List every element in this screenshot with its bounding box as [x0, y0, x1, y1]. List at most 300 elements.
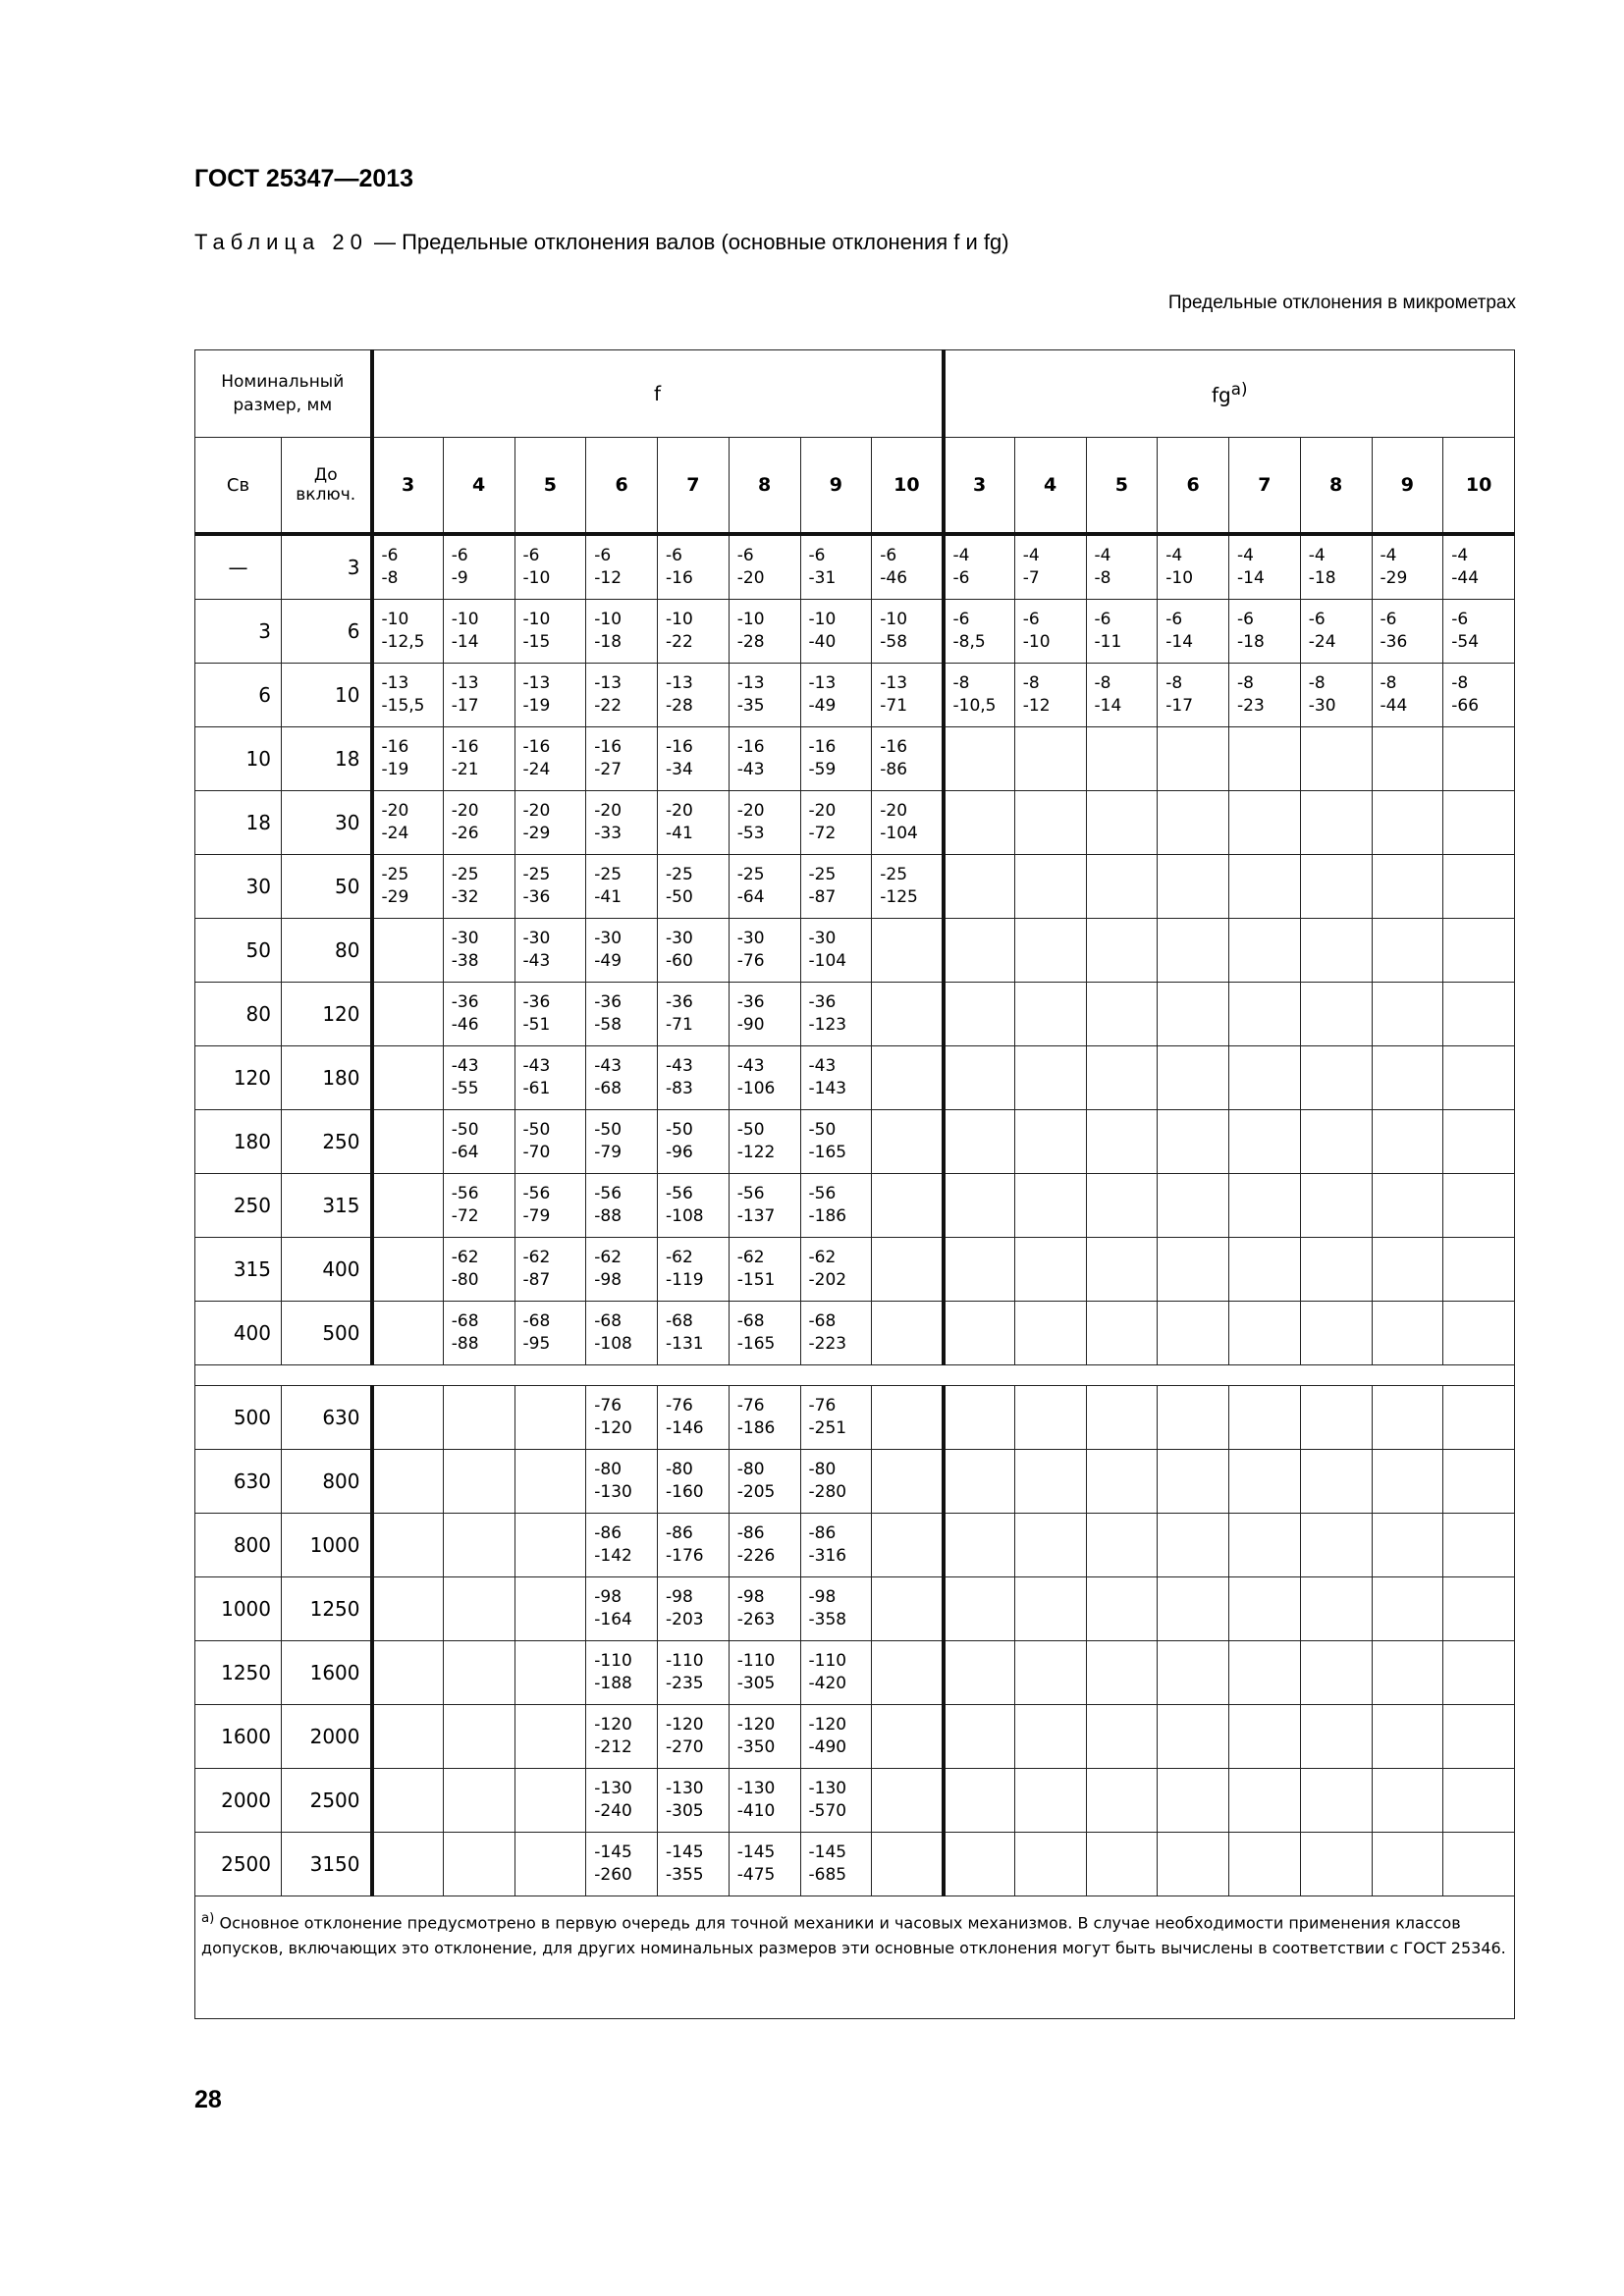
deviation-cell-f: [586, 919, 658, 983]
lower-deviation: -79: [594, 1143, 623, 1162]
deviation-cell-fg: [1086, 1110, 1158, 1174]
deviation-cell-f: [443, 791, 514, 855]
upper-deviation: -16: [451, 737, 479, 757]
deviation-cell-f: [586, 855, 658, 919]
lower-deviation: -51: [522, 1015, 551, 1035]
deviation-cell-f: [729, 600, 800, 664]
deviation-cell-fg: [1300, 1705, 1372, 1769]
deviation-cell-fg: [1014, 664, 1086, 727]
deviation-cell-fg: [1086, 534, 1158, 600]
upper-deviation: -98: [736, 1587, 765, 1607]
deviation-cell-f: [729, 1450, 800, 1514]
grade-f-8-header: 8: [729, 438, 800, 535]
upper-deviation: -25: [381, 865, 409, 884]
deviation-cell-f: [586, 1769, 658, 1833]
deviation-cell-f: [658, 727, 730, 791]
deviation-cell-fg: [1014, 919, 1086, 983]
upper-deviation: -130: [736, 1779, 776, 1798]
deviation-cell-fg: [1158, 983, 1229, 1046]
lower-deviation: -49: [808, 696, 837, 716]
lower-deviation: -58: [594, 1015, 623, 1035]
deviation-cell-fg: [1372, 1386, 1443, 1450]
lower-deviation: -165: [736, 1334, 776, 1354]
deviation-cell-fg: [1014, 1110, 1086, 1174]
deviation-cell-f: [729, 1769, 800, 1833]
deviation-cell-fg: [1300, 1514, 1372, 1577]
upper-deviation: -25: [880, 865, 908, 884]
upper-deviation: -20: [808, 801, 837, 821]
lower-deviation: -119: [666, 1270, 704, 1290]
table-row: [195, 1769, 1515, 1833]
deviation-cell-f: [443, 1302, 514, 1365]
table-row: [195, 1046, 1515, 1110]
deviation-cell-f: [658, 1705, 730, 1769]
lower-deviation: -164: [594, 1610, 632, 1629]
upper-deviation: -25: [666, 865, 693, 884]
grade-fg-6-header: 6: [1158, 438, 1229, 535]
deviation-cell-fg: [1443, 983, 1515, 1046]
deviation-cell-f: [658, 983, 730, 1046]
size-over-cell: 3: [195, 600, 282, 664]
lower-deviation: -10: [1165, 568, 1194, 588]
lower-deviation: -12: [594, 568, 623, 588]
deviation-cell-fg: [1372, 1238, 1443, 1302]
size-over-cell: 80: [195, 983, 282, 1046]
deviation-cell-fg: [1229, 1577, 1301, 1641]
upper-deviation: -36: [594, 992, 623, 1012]
deviation-cell-f: [872, 1769, 944, 1833]
upper-deviation: -36: [666, 992, 693, 1012]
group-fg-footnote-ref: а): [1230, 380, 1248, 400]
deviation-cell-f: [872, 600, 944, 664]
upper-deviation: -6: [1022, 610, 1040, 629]
lower-deviation: -305: [736, 1674, 776, 1693]
deviation-cell-fg: [1372, 855, 1443, 919]
lower-deviation: -305: [666, 1801, 704, 1821]
deviation-cell-fg: [1300, 1238, 1372, 1302]
deviation-cell-fg: [1300, 791, 1372, 855]
deviation-cell-fg: [1014, 534, 1086, 600]
deviation-cell-fg: [1443, 1641, 1515, 1705]
deviation-cell-fg: [1158, 855, 1229, 919]
deviation-cell-f: [372, 1577, 444, 1641]
deviation-cell-fg: [1229, 1174, 1301, 1238]
upper-deviation: -25: [808, 865, 837, 884]
upper-deviation: -20: [736, 801, 765, 821]
lower-deviation: -280: [808, 1482, 847, 1502]
lower-deviation: -10: [522, 568, 551, 588]
deviation-cell-fg: [1086, 1705, 1158, 1769]
grade-f-10-header: 10: [872, 438, 944, 535]
upper-deviation: -120: [808, 1715, 847, 1735]
deviation-cell-fg: [1086, 727, 1158, 791]
lower-deviation: -7: [1022, 568, 1040, 588]
deviation-cell-f: [514, 1641, 586, 1705]
deviation-cell-f: [872, 1302, 944, 1365]
deviation-cell-fg: [1300, 1046, 1372, 1110]
deviation-cell-f: [658, 1769, 730, 1833]
deviation-cell-fg: [1372, 1577, 1443, 1641]
deviation-cell-fg: [1443, 600, 1515, 664]
lower-deviation: -205: [736, 1482, 776, 1502]
deviation-cell-fg: [1229, 1046, 1301, 1110]
deviation-cell-fg: [1014, 1514, 1086, 1577]
lower-deviation: -71: [666, 1015, 693, 1035]
deviation-cell-f: [872, 727, 944, 791]
table-row: [195, 1705, 1515, 1769]
lower-deviation: -202: [808, 1270, 847, 1290]
lower-deviation: -58: [880, 632, 908, 652]
lower-deviation: -188: [594, 1674, 632, 1693]
page-number: 28: [194, 2086, 222, 2113]
size-over-cell: 315: [195, 1238, 282, 1302]
table-row: [195, 1641, 1515, 1705]
deviation-cell-fg: [944, 983, 1015, 1046]
lower-deviation: -235: [666, 1674, 704, 1693]
size-over-cell: 30: [195, 855, 282, 919]
deviation-cell-fg: [1300, 1833, 1372, 1896]
deviation-cell-f: [586, 1514, 658, 1577]
deviation-cell-fg: [1158, 1386, 1229, 1450]
upper-deviation: -4: [1451, 546, 1469, 565]
deviation-cell-fg: [1372, 1833, 1443, 1896]
lower-deviation: -350: [736, 1737, 776, 1757]
upper-deviation: -80: [666, 1460, 693, 1479]
table-row: [195, 1450, 1515, 1514]
deviation-cell-f: [514, 855, 586, 919]
lower-deviation: -64: [451, 1143, 479, 1162]
deviation-cell-f: [729, 1046, 800, 1110]
deviation-cell-f: [800, 1302, 872, 1365]
deviation-cell-f: [800, 919, 872, 983]
size-upto-cell: 315: [282, 1174, 372, 1238]
size-upto-cell: 1250: [282, 1577, 372, 1641]
lower-deviation: -106: [736, 1079, 776, 1098]
upper-deviation: -8: [1451, 673, 1469, 693]
deviation-cell-fg: [1372, 1514, 1443, 1577]
lower-deviation: -316: [808, 1546, 847, 1566]
deviation-cell-f: [800, 1238, 872, 1302]
size-upto-cell: 120: [282, 983, 372, 1046]
upper-deviation: -6: [1451, 610, 1469, 629]
upper-deviation: -4: [952, 546, 970, 565]
footnote-cell: [195, 1896, 1515, 2019]
deviation-cell-fg: [1086, 664, 1158, 727]
group-fg-header: [944, 350, 1515, 438]
lower-deviation: -95: [522, 1334, 551, 1354]
upper-deviation: -10: [451, 610, 479, 629]
deviation-cell-f: [658, 1833, 730, 1896]
deviation-cell-f: [800, 791, 872, 855]
grade-fg-7-header: 7: [1229, 438, 1301, 535]
deviation-cell-f: [872, 1514, 944, 1577]
deviation-cell-fg: [1372, 1705, 1443, 1769]
upper-deviation: -110: [666, 1651, 704, 1671]
lower-deviation: -122: [736, 1143, 776, 1162]
upper-deviation: -43: [594, 1056, 623, 1076]
deviation-cell-f: [800, 1769, 872, 1833]
size-upto-cell: 400: [282, 1238, 372, 1302]
deviation-cell-f: [729, 919, 800, 983]
deviation-cell-f: [872, 534, 944, 600]
deviation-cell-fg: [1229, 855, 1301, 919]
deviation-cell-f: [514, 1386, 586, 1450]
upper-deviation: -6: [736, 546, 754, 565]
table-row: [195, 1238, 1515, 1302]
lower-deviation: -120: [594, 1418, 632, 1438]
deviation-cell-f: [443, 919, 514, 983]
deviation-cell-fg: [1158, 727, 1229, 791]
lower-deviation: -104: [808, 951, 847, 971]
deviation-cell-fg: [944, 534, 1015, 600]
deviation-cell-fg: [944, 1514, 1015, 1577]
deviation-cell-fg: [1086, 855, 1158, 919]
upper-deviation: -56: [594, 1184, 623, 1203]
deviation-cell-f: [729, 1577, 800, 1641]
lower-deviation: -358: [808, 1610, 847, 1629]
lower-deviation: -24: [381, 824, 409, 843]
size-over-cell: 1000: [195, 1577, 282, 1641]
lower-deviation: -36: [1380, 632, 1408, 652]
deviation-cell-f: [443, 534, 514, 600]
lower-deviation: -26: [451, 824, 479, 843]
size-upto-cell: 2500: [282, 1769, 372, 1833]
lower-deviation: -24: [1308, 632, 1336, 652]
deviation-cell-fg: [1443, 1705, 1515, 1769]
upper-deviation: -36: [808, 992, 837, 1012]
deviation-cell-fg: [1158, 1110, 1229, 1174]
deviation-cell-f: [514, 727, 586, 791]
deviation-cell-f: [586, 1302, 658, 1365]
lower-deviation: -61: [522, 1079, 551, 1098]
deviation-cell-fg: [1372, 983, 1443, 1046]
deviation-cell-f: [372, 1386, 444, 1450]
deviation-cell-f: [729, 1386, 800, 1450]
lower-deviation: -14: [1094, 696, 1122, 716]
deviation-cell-fg: [1014, 791, 1086, 855]
deviation-cell-f: [372, 1238, 444, 1302]
upper-deviation: -68: [451, 1311, 479, 1331]
grade-f-3-header: 3: [372, 438, 444, 535]
deviation-cell-fg: [1372, 1110, 1443, 1174]
upper-deviation: -62: [522, 1248, 551, 1267]
deviation-cell-f: [514, 1110, 586, 1174]
lower-deviation: -10,5: [952, 696, 997, 716]
upper-deviation: -62: [736, 1248, 765, 1267]
table-row: [195, 1577, 1515, 1641]
upper-deviation: -80: [594, 1460, 623, 1479]
size-upto-cell: 500: [282, 1302, 372, 1365]
lower-deviation: -44: [1451, 568, 1480, 588]
deviation-cell-f: [658, 664, 730, 727]
upper-deviation: -56: [736, 1184, 765, 1203]
deviation-cell-fg: [1443, 1386, 1515, 1450]
deviation-cell-fg: [1229, 600, 1301, 664]
grade-f-9-header: 9: [800, 438, 872, 535]
table-row: [195, 983, 1515, 1046]
deviation-cell-fg: [1158, 1833, 1229, 1896]
upper-deviation: -76: [666, 1396, 693, 1415]
upper-deviation: -50: [666, 1120, 693, 1140]
deviation-cell-fg: [944, 1046, 1015, 1110]
footnote-mark: а): [201, 1911, 215, 1926]
upper-deviation: -43: [736, 1056, 765, 1076]
deviation-cell-fg: [1158, 1302, 1229, 1365]
deviation-cell-f: [872, 1046, 944, 1110]
upper-deviation: -68: [522, 1311, 551, 1331]
lower-deviation: -6: [952, 568, 970, 588]
deviation-cell-fg: [1086, 1833, 1158, 1896]
deviation-cell-f: [586, 600, 658, 664]
upper-deviation: -50: [594, 1120, 623, 1140]
col-upto-header: До включ.: [282, 438, 372, 535]
grade-f-5-header: 5: [514, 438, 586, 535]
upper-deviation: -43: [666, 1056, 693, 1076]
upper-deviation: -110: [808, 1651, 847, 1671]
lower-deviation: -11: [1094, 632, 1122, 652]
deviation-cell-fg: [1443, 1450, 1515, 1514]
upper-deviation: -130: [594, 1779, 632, 1798]
deviation-cell-fg: [1372, 727, 1443, 791]
upper-deviation: -62: [594, 1248, 623, 1267]
deviation-cell-f: [372, 855, 444, 919]
deviation-cell-f: [658, 1046, 730, 1110]
table-row: [195, 919, 1515, 983]
lower-deviation: -18: [594, 632, 623, 652]
upper-deviation: -16: [522, 737, 551, 757]
deviation-cell-fg: [1372, 791, 1443, 855]
upper-deviation: -86: [736, 1523, 765, 1543]
upper-deviation: -130: [808, 1779, 847, 1798]
deviation-cell-f: [800, 1450, 872, 1514]
upper-deviation: -4: [1308, 546, 1326, 565]
deviation-cell-fg: [1158, 664, 1229, 727]
upper-deviation: -13: [666, 673, 693, 693]
upper-deviation: -36: [736, 992, 765, 1012]
lower-deviation: -24: [522, 760, 551, 779]
upper-deviation: -6: [594, 546, 612, 565]
deviation-cell-fg: [1229, 1833, 1301, 1896]
deviation-cell-f: [514, 791, 586, 855]
deviation-cell-fg: [944, 1577, 1015, 1641]
upper-deviation: -110: [594, 1651, 632, 1671]
deviation-cell-f: [729, 855, 800, 919]
upper-deviation: -50: [522, 1120, 551, 1140]
table-row: [195, 1833, 1515, 1896]
upper-deviation: -25: [522, 865, 551, 884]
deviation-cell-f: [658, 1238, 730, 1302]
deviation-cell-fg: [1014, 1046, 1086, 1110]
upper-deviation: -145: [808, 1842, 847, 1862]
upper-deviation: -20: [666, 801, 693, 821]
size-upto-cell: 30: [282, 791, 372, 855]
deviation-cell-f: [443, 1110, 514, 1174]
deviation-cell-fg: [1158, 1641, 1229, 1705]
deviation-cell-fg: [1229, 534, 1301, 600]
deviation-cell-f: [872, 664, 944, 727]
size-upto-cell: 80: [282, 919, 372, 983]
upper-deviation: -76: [808, 1396, 837, 1415]
upper-deviation: -8: [952, 673, 970, 693]
lower-deviation: -226: [736, 1546, 776, 1566]
group-f-header: f: [372, 350, 944, 438]
lower-deviation: -32: [451, 887, 479, 907]
grade-f-7-header: 7: [658, 438, 730, 535]
lower-deviation: -104: [880, 824, 918, 843]
deviation-cell-f: [514, 1450, 586, 1514]
upper-deviation: -30: [594, 929, 623, 948]
deviation-cell-fg: [1300, 1174, 1372, 1238]
upper-deviation: -68: [808, 1311, 837, 1331]
lower-deviation: -240: [594, 1801, 632, 1821]
upper-deviation: -25: [736, 865, 765, 884]
size-over-cell: 250: [195, 1174, 282, 1238]
table-row: [195, 1302, 1515, 1365]
deviation-cell-fg: [1158, 919, 1229, 983]
size-upto-cell: 800: [282, 1450, 372, 1514]
deviation-cell-fg: [1158, 1577, 1229, 1641]
deviation-cell-f: [514, 1514, 586, 1577]
deviation-cell-f: [586, 1046, 658, 1110]
deviation-cell-f: [729, 1238, 800, 1302]
deviation-cell-f: [729, 791, 800, 855]
deviation-cell-f: [372, 1046, 444, 1110]
deviation-cell-f: [729, 1514, 800, 1577]
deviation-cell-fg: [1229, 1238, 1301, 1302]
deviation-cell-fg: [1086, 919, 1158, 983]
upper-deviation: -6: [808, 546, 826, 565]
lower-deviation: -143: [808, 1079, 847, 1098]
lower-deviation: -29: [1380, 568, 1408, 588]
lower-deviation: -160: [666, 1482, 704, 1502]
deviations-table: [194, 349, 1515, 2019]
upper-deviation: -8: [1237, 673, 1254, 693]
upper-deviation: -30: [736, 929, 765, 948]
deviation-cell-fg: [1300, 1641, 1372, 1705]
deviation-cell-fg: [1229, 983, 1301, 1046]
upper-deviation: -145: [594, 1842, 632, 1862]
upper-deviation: -20: [381, 801, 409, 821]
table-row: [195, 1110, 1515, 1174]
size-upto-cell: 50: [282, 855, 372, 919]
table-row: [195, 727, 1515, 791]
upper-deviation: -145: [666, 1842, 704, 1862]
lower-deviation: -490: [808, 1737, 847, 1757]
deviation-cell-f: [514, 1705, 586, 1769]
lower-deviation: -76: [736, 951, 765, 971]
deviation-cell-fg: [944, 1705, 1015, 1769]
lower-deviation: -90: [736, 1015, 765, 1035]
grade-f-6-header: 6: [586, 438, 658, 535]
upper-deviation: -13: [808, 673, 837, 693]
deviation-cell-fg: [1086, 600, 1158, 664]
deviation-cell-f: [372, 534, 444, 600]
deviation-cell-f: [729, 1174, 800, 1238]
deviation-cell-fg: [1300, 855, 1372, 919]
lower-deviation: -251: [808, 1418, 847, 1438]
lower-deviation: -131: [666, 1334, 704, 1354]
lower-deviation: -123: [808, 1015, 847, 1035]
lower-deviation: -28: [666, 696, 693, 716]
deviation-cell-fg: [1158, 600, 1229, 664]
upper-deviation: -145: [736, 1842, 776, 1862]
deviation-cell-f: [372, 1110, 444, 1174]
deviation-cell-fg: [1086, 1514, 1158, 1577]
deviation-cell-f: [514, 600, 586, 664]
deviation-cell-f: [658, 791, 730, 855]
size-over-cell: 10: [195, 727, 282, 791]
deviation-cell-f: [443, 727, 514, 791]
